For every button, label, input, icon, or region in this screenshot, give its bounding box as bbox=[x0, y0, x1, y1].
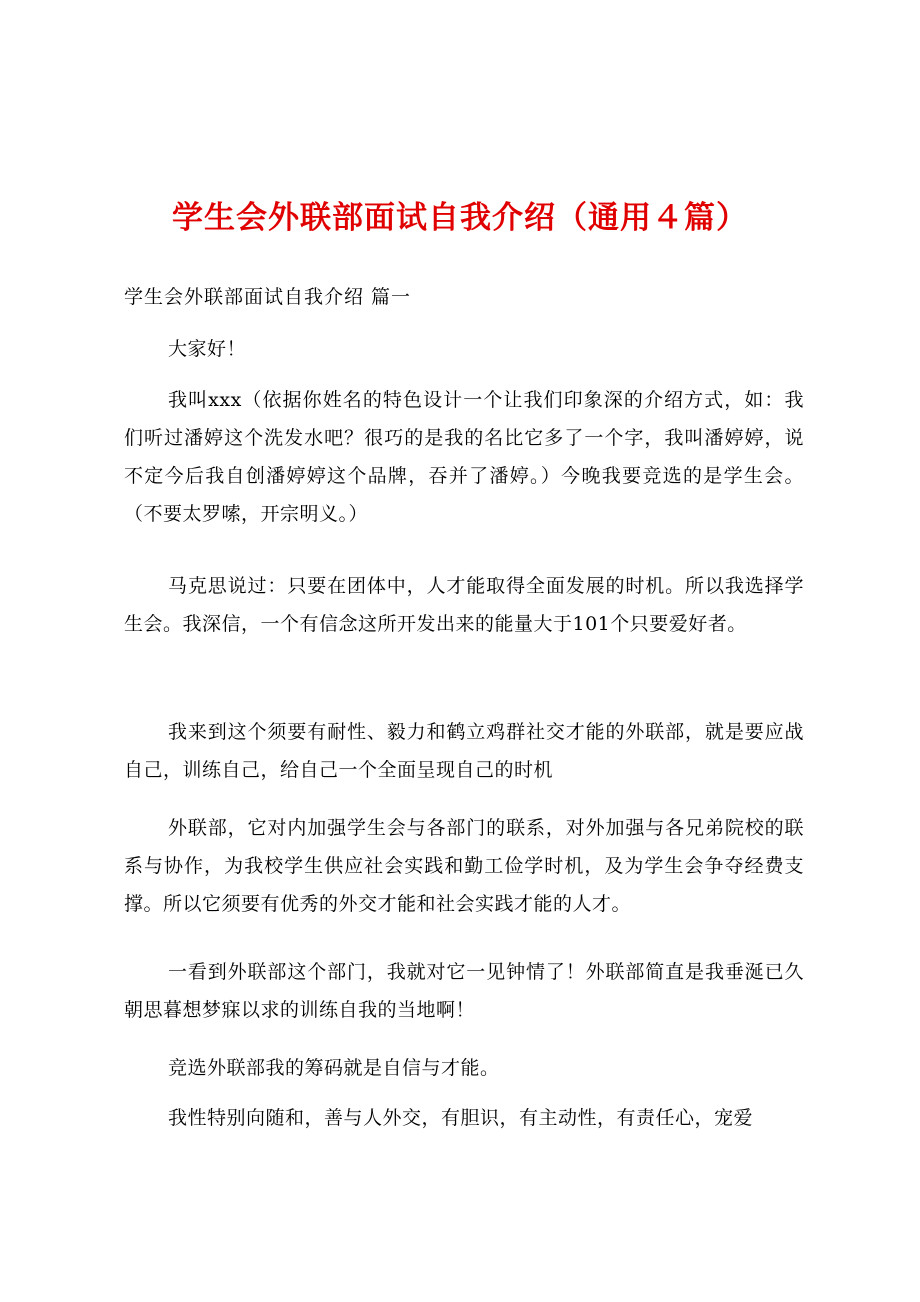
paragraph-love-at-first-sight: 一看到外联部这个部门，我就对它一见钟情了！外联部简直是我垂涎已久朝思暮想梦寐以求的训练自我的当地啊！ bbox=[124, 961, 804, 1021]
document-title: 学生会外联部面试自我介绍（通用４篇） bbox=[172, 200, 748, 236]
paragraph-name-intro: 我叫xxx（依据你姓名的特色设计一个让我们印象深的介绍方式，如：我们听过潘婷这个洗发水吧？很巧的是我的名比它多了一个字，我叫潘婷婷，说不定今后我自创潘婷婷这个品牌，吞并了潘婷。）今晚我要竞选的是学生会。（不要太罗嗦，开宗明义。） bbox=[124, 389, 804, 525]
paragraph-confidence: 竞选外联部我的筹码就是自信与才能。 bbox=[168, 1057, 500, 1079]
paragraph-challenge: 我来到这个须要有耐性、毅力和鹤立鸡群社交才能的外联部，就是要应战自己，训练自己，给自己一个全面呈现自己的时机 bbox=[124, 721, 804, 781]
paragraph-personality: 我性特别向随和，善与人外交，有胆识，有主动性，有责任心，宠爱 bbox=[168, 1107, 754, 1129]
paragraph-greeting: 大家好！ bbox=[168, 338, 247, 360]
paragraph-marx-quote: 马克思说过：只要在团体中，人才能取得全面发展的时机。所以我选择学生会。我深信，一个有信念这所开发出来的能量大于101个只要爱好者。 bbox=[124, 575, 804, 635]
section-heading: 学生会外联部面试自我介绍 篇一 bbox=[124, 286, 412, 308]
paragraph-department-role: 外联部，它对内加强学生会与各部门的联系，对外加强与各兄弟院校的联系与协作，为我校学生供应社会实践和勤工俭学时机，及为学生会争夺经费支撑。所以它须要有优秀的外交才能和社会实践才能的人才。 bbox=[124, 817, 804, 915]
